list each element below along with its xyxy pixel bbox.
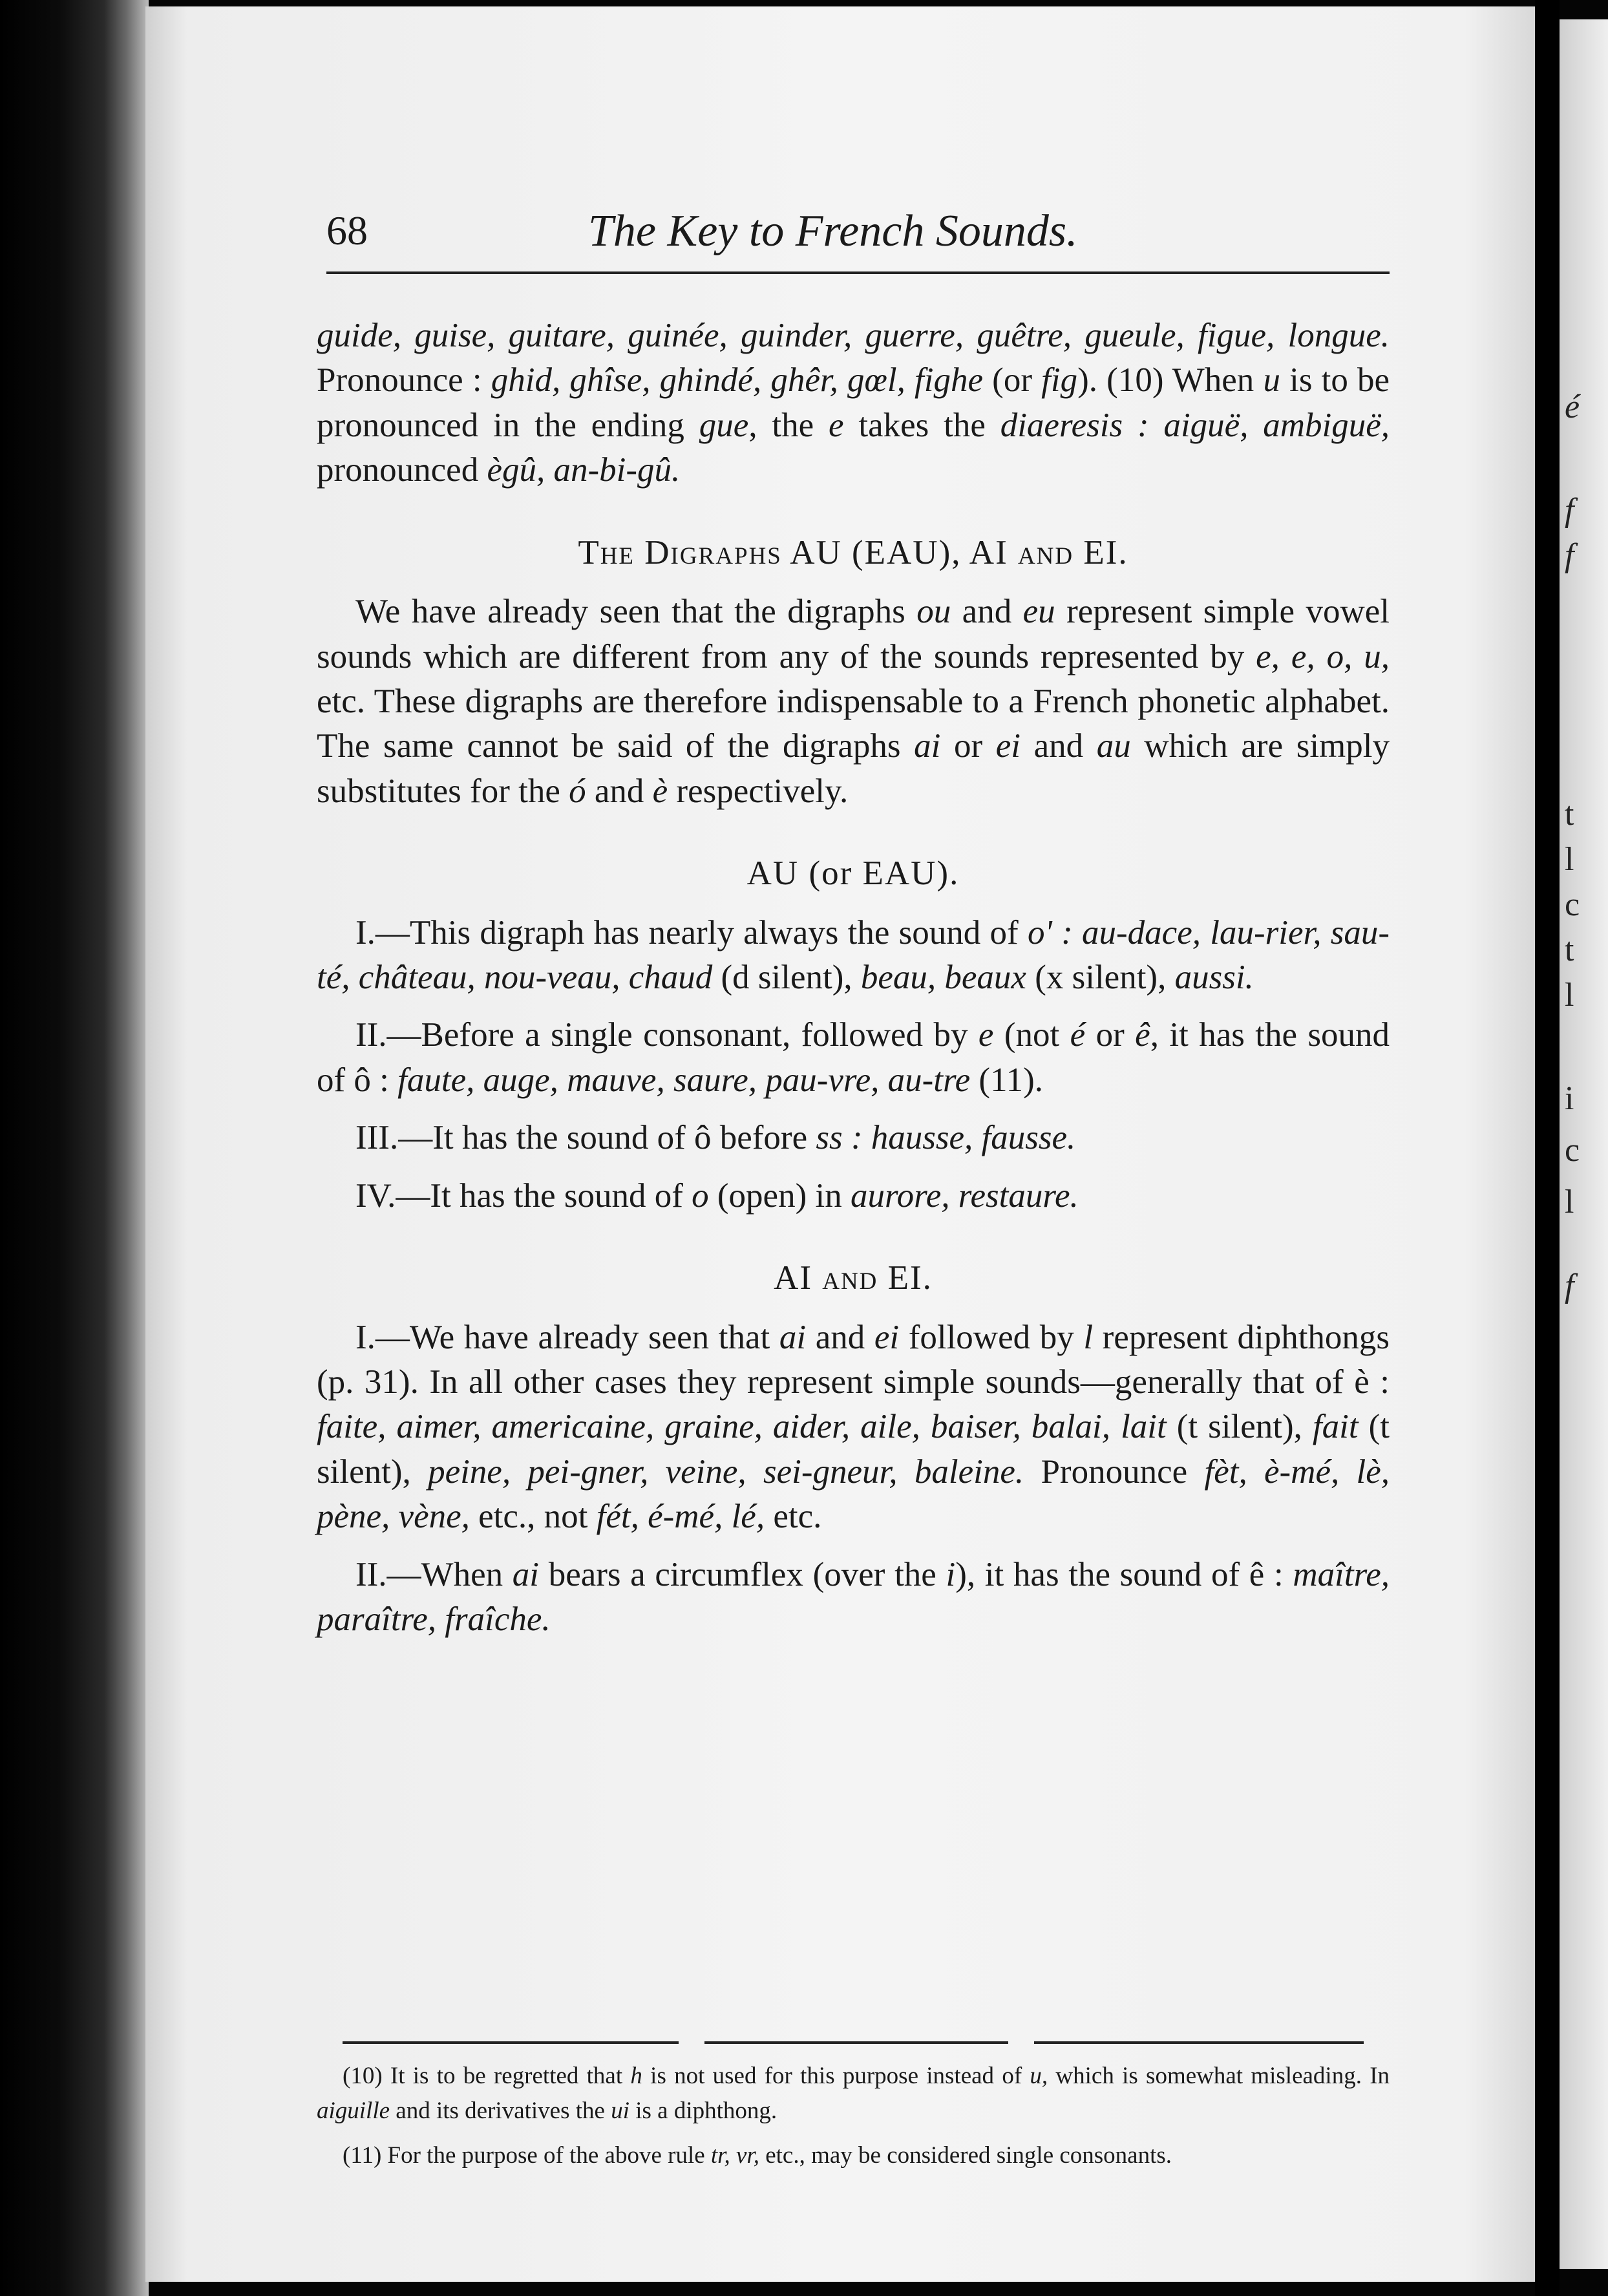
facing-page-fragment: f [1565,492,1574,529]
facing-page-fragment: i [1565,1080,1574,1117]
page-header [326,207,1390,271]
footnote-rule [343,2041,1364,2044]
section-heading-au: AU (or EAU). [746,855,960,893]
au-rule-2: II.—Before a single consonant, followed by e (not é or ê, it has the sound of ô : faute, auge, mauve, saure, pau-vre, au-tre (11). [317,1016,1390,1099]
pronunciation-words: ghid, ghîse, ghindé, ghêr, gœl, fighe [491,361,983,399]
ai-rule-2: II.—When ai bears a circumflex (over the i), it has the sound of ê : maître, paraître, fraîche. [317,1555,1390,1639]
au-rule-1: I.—This digraph has nearly always the sound of o' : au-dace, lau-rier, sau-té, château, nou-veau, chaud (d silent), beau, beaux (x silent), aussi. [317,913,1390,997]
page-gutter [1535,0,1560,2296]
ai-rule-1: I.—We have already seen that ai and ei followed by l represent diphthongs (p. 31). In all other cases they represent simple sounds—generally that of è : faite, aimer, americaine, graine, aider, aile, baiser, balai, lait (t silent), fait (t silent), peine, pei-gner, veine, sei-gneur, baleine. Pronounce fèt, è-mé, lè, pène, vène, etc., not fét, é-mé, lé, etc. [317,1318,1390,1536]
facing-page-fragment: f [1565,537,1574,574]
footnote-ref: ). (10) [1077,361,1164,399]
facing-page-fragment: c [1565,886,1580,923]
page-number: 68 [326,207,368,253]
digraphs-paragraph: We have already seen that the digraphs ou and eu represent simple vowel sounds which are different from any of the sounds represented by e, e, o, u, etc. These digraphs are therefore indispensable to a French phonetic alphabet. The same cannot be said of the digraphs ai or ei and au which are simply substitutes for the ó and è respectively. [317,593,1390,810]
footnote-10: (10) It is to be regretted that h is not used for this purpose instead of u, which is somewhat misleading. In aiguille and its derivatives the ui is a diphthong. [317,2063,1390,2124]
header-rule [326,271,1390,274]
facing-page-fragment: l [1565,841,1574,878]
section-heading-ai-ei: AI and EI. [774,1259,933,1297]
running-title: The Key to French Sounds. [588,206,1078,256]
page-body [317,314,1390,1642]
section-heading-digraphs: The Digraphs AU (EAU), AI and EI. [578,533,1128,571]
facing-page-fragment: t [1565,796,1574,833]
facing-page-fragment: é [1565,388,1580,425]
facing-page-fragment: l [1565,1184,1574,1220]
facing-page-edge [1560,19,1608,2269]
au-rule-4: IV.—It has the sound of o (open) in aurore, restaure. [355,1176,1079,1215]
footnote-ref: (11). [979,1061,1044,1099]
facing-page-fragment: f [1565,1268,1574,1304]
book-spine-shadow [0,0,149,2296]
footnote-11: (11) For the purpose of the above rule tr, vr, etc., may be considered single consonants. [343,2142,1172,2169]
facing-page-fragment: t [1565,931,1574,968]
example-words: guide, guise, guitare, guinée, guinder, guerre, guêtre, gueule, figue, longue. [317,317,1390,354]
facing-page-fragment: c [1565,1132,1580,1169]
facing-page-fragment: l [1565,977,1574,1014]
au-rule-3: III.—It has the sound of ô before ss : hausse, fausse. [355,1119,1076,1157]
footnotes [317,2059,1390,2184]
intro-paragraph: guide, guise, guitare, guinée, guinder, guerre, guêtre, gueule, figue, longue. Pronounce : ghid, ghîse, ghindé, ghêr, gœl, fighe (or fig). (10) When u is to be pronounced in the ending gue, the e takes the diaeresis : aiguë, ambiguë, pronounced ègû, an-bi-gû. [317,317,1390,489]
